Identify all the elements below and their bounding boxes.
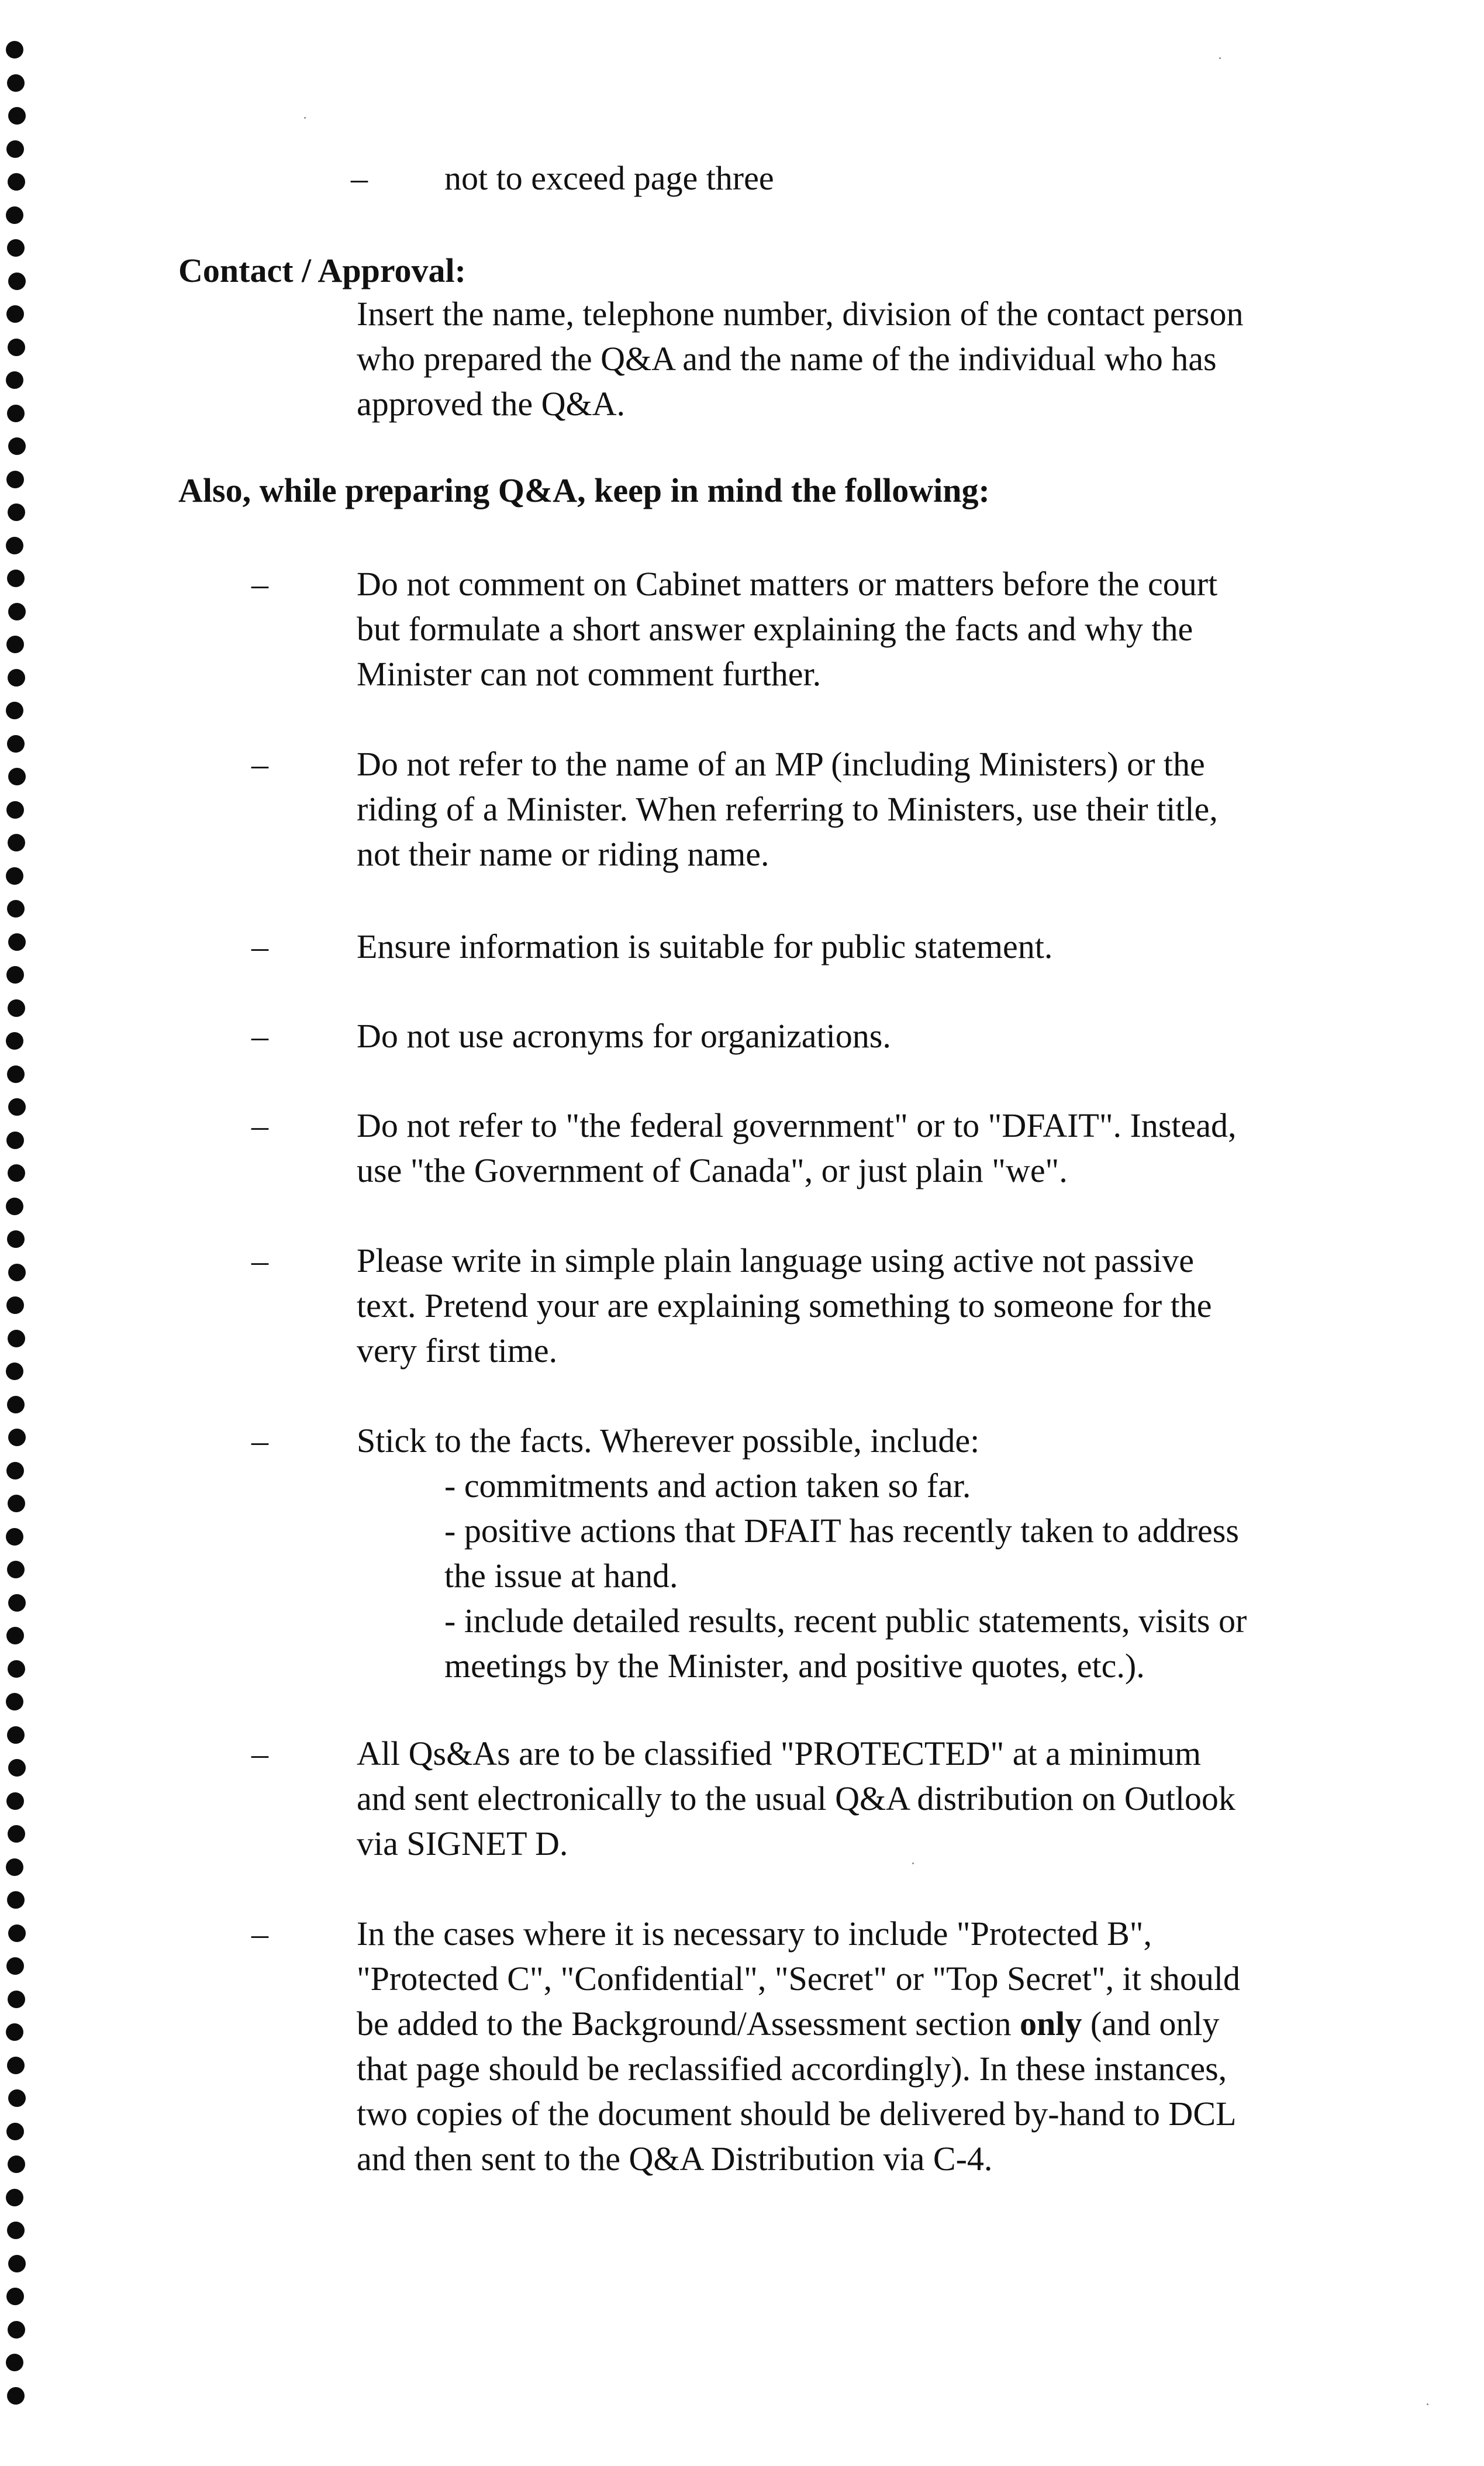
contact-heading: Contact / Approval: (178, 251, 466, 289)
guideline-item-government-naming (357, 1103, 1362, 1193)
dash-bullet: – (251, 565, 268, 603)
item-line: Stick to the facts. Wherever possible, include: (357, 1422, 980, 1460)
binding-hole (7, 735, 25, 753)
binding-hole (7, 570, 25, 587)
binding-hole (6, 41, 23, 58)
contact-line: Insert the name, telephone number, division of the contact person (357, 295, 1244, 333)
binding-hole (8, 503, 25, 521)
item-line: Minister can not comment further. (357, 655, 822, 693)
binding-hole (6, 1132, 24, 1149)
dash-bullet: – (251, 1106, 268, 1144)
binding-hole (8, 339, 25, 356)
binding-hole (6, 636, 24, 653)
binding-hole (8, 1164, 25, 1182)
binding-hole (8, 273, 26, 290)
scan-speck (1219, 57, 1221, 59)
binding-hole (6, 371, 23, 389)
item-line (357, 2001, 1362, 2046)
binding-hole (7, 900, 25, 918)
binding-hole (8, 1264, 26, 1281)
binding-hole (6, 1693, 23, 1710)
binding-hole (6, 1296, 24, 1314)
binding-hole (6, 702, 23, 719)
scan-speck (304, 117, 306, 119)
binding-hole (7, 405, 25, 422)
binding-hole (8, 107, 26, 125)
binding-hole (6, 206, 23, 224)
binding-hole (6, 1462, 24, 1479)
item-line: but formulate a short answer explaining the facts and why the (357, 610, 1193, 648)
binding-hole (8, 603, 26, 620)
binding-hole (8, 1991, 25, 2008)
binding-hole (8, 2255, 26, 2272)
guideline-item-cabinet (357, 561, 1362, 696)
binding-hole (8, 1429, 26, 1446)
binding-hole (6, 2288, 24, 2305)
binding-hole (8, 933, 26, 951)
item-line: Do not use acronyms for organizations. (357, 1017, 891, 1055)
binding-hole (7, 1230, 25, 1248)
binding-hole (8, 2321, 25, 2339)
binding-hole (6, 1957, 24, 1975)
dash-bullet: – (251, 1241, 268, 1279)
guideline-item-acronyms (357, 1013, 1362, 1058)
binding-hole (8, 768, 26, 785)
binding-hole (8, 1924, 26, 1942)
sub-item-line: meetings by the Minister, and positive quotes, etc.). (444, 1647, 1145, 1685)
item-line: and sent electronically to the usual Q&A distribution on Outlook (357, 1779, 1235, 1817)
dash-bullet: – (251, 1915, 268, 1953)
binding-hole (8, 1098, 26, 1116)
dash-bullet: – (251, 1017, 268, 1055)
dash-bullet: – (351, 159, 368, 197)
binding-hole (8, 1825, 25, 1843)
binding-hole (7, 2222, 25, 2239)
contact-line: approved the Q&A. (357, 385, 626, 423)
item-line: In the cases where it is necessary to include "Protected B", (357, 1915, 1152, 1953)
binding-hole (6, 966, 24, 984)
binding-hole (6, 2123, 24, 2140)
item-line: "Protected C", "Confidential", "Secret" or "Top Secret", it should (357, 1960, 1241, 1998)
guideline-item-higher-classification (357, 1911, 1362, 2181)
sub-item-line: - commitments and action taken so far. (444, 1467, 971, 1505)
binding-hole (6, 1363, 23, 1380)
binding-hole (7, 239, 25, 257)
item-line: Do not refer to "the federal government" or to "DFAIT". Instead, (357, 1106, 1237, 1144)
binding-hole (7, 2387, 25, 2405)
dash-bullet: – (251, 745, 268, 783)
guideline-item-mp-names (357, 741, 1362, 877)
item-line: that page should be reclassified accordingly). In these instances, (357, 2050, 1227, 2088)
binding-hole (8, 437, 26, 455)
binding-hole (6, 2354, 23, 2371)
binding-hole (6, 1858, 23, 1876)
guideline-item-public-statement (357, 924, 1362, 969)
binding-hole (6, 2189, 23, 2206)
binding-hole (6, 140, 24, 158)
item-line: two copies of the document should be delivered by-hand to DCL (357, 2095, 1237, 2133)
dash-bullet: – (251, 927, 268, 965)
binding-hole (6, 867, 23, 885)
item-line: very first time. (357, 1332, 558, 1370)
sub-item-line: - include detailed results, recent public statements, visits or (444, 1602, 1247, 1640)
dash-bullet: – (251, 1422, 268, 1460)
item-line: Do not comment on Cabinet matters or matters before the court (357, 565, 1218, 603)
sub-item-line: - positive actions that DFAIT has recently taken to address (444, 1512, 1239, 1550)
item-line: text. Pretend your are explaining something to someone for the (357, 1287, 1212, 1325)
binding-hole (8, 2155, 25, 2173)
item-line: riding of a Minister. When referring to Ministers, use their title, (357, 790, 1218, 828)
binding-hole (6, 2023, 23, 2041)
emphasis-only: only (1019, 2005, 1082, 2043)
binding-hole (8, 173, 25, 191)
binding-hole (8, 1759, 26, 1777)
binding-hole (8, 834, 25, 851)
binding-hole (6, 537, 23, 554)
binding-hole (7, 74, 25, 92)
binding-hole (8, 1330, 25, 1347)
guideline-item-plain-language (357, 1238, 1362, 1373)
item-line: not their name or riding name. (357, 835, 769, 873)
sub-item-line: the issue at hand. (444, 1557, 678, 1595)
guideline-item-classification (357, 1731, 1362, 1866)
item-line: Please write in simple plain language using active not passive (357, 1241, 1194, 1279)
binding-hole (8, 1594, 26, 1612)
binding-hole (6, 305, 24, 323)
contact-line: who prepared the Q&A and the name of the individual who has (357, 340, 1217, 378)
binding-hole (6, 471, 24, 488)
binding-hole (8, 1495, 25, 1512)
binding-hole (7, 1891, 25, 1909)
item-line: via SIGNET D. (357, 1825, 568, 1863)
item-line: and then sent to the Q&A Distribution via C-4. (357, 2140, 993, 2178)
binding-hole (7, 1396, 25, 1413)
dash-bullet: – (251, 1734, 268, 1772)
binding-hole (7, 1065, 25, 1083)
guidelines-heading: Also, while preparing Q&A, keep in mind the following: (178, 471, 990, 509)
top-list-item: not to exceed page three (444, 159, 774, 197)
binding-hole (7, 1561, 25, 1578)
binding-hole (7, 1726, 25, 1744)
binding-holes (5, 41, 28, 2439)
binding-hole (6, 1792, 24, 1810)
binding-hole (6, 1528, 23, 1546)
binding-hole (8, 669, 25, 687)
item-line: All Qs&As are to be classified "PROTECTED" at a minimum (357, 1734, 1201, 1772)
binding-hole (7, 2057, 25, 2074)
scan-speck (912, 1863, 914, 1864)
item-line-text: (and only (1082, 2005, 1220, 2043)
contact-paragraph (357, 291, 1362, 426)
item-line-text: be added to the Background/Assessment section (357, 2005, 1020, 2043)
guideline-item-facts (357, 1418, 1362, 1463)
facts-sublist (444, 1463, 1247, 1688)
binding-hole (8, 2089, 26, 2107)
item-line: use "the Government of Canada", or just plain "we". (357, 1151, 1068, 1189)
item-line: Do not refer to the name of an MP (including Ministers) or the (357, 745, 1205, 783)
binding-hole (6, 1627, 24, 1644)
binding-hole (8, 1660, 25, 1678)
item-line: Ensure information is suitable for public statement. (357, 927, 1053, 965)
binding-hole (6, 801, 24, 819)
binding-hole (6, 1032, 23, 1050)
scan-speck (1427, 2403, 1428, 2405)
binding-hole (8, 999, 25, 1017)
binding-hole (6, 1198, 23, 1215)
